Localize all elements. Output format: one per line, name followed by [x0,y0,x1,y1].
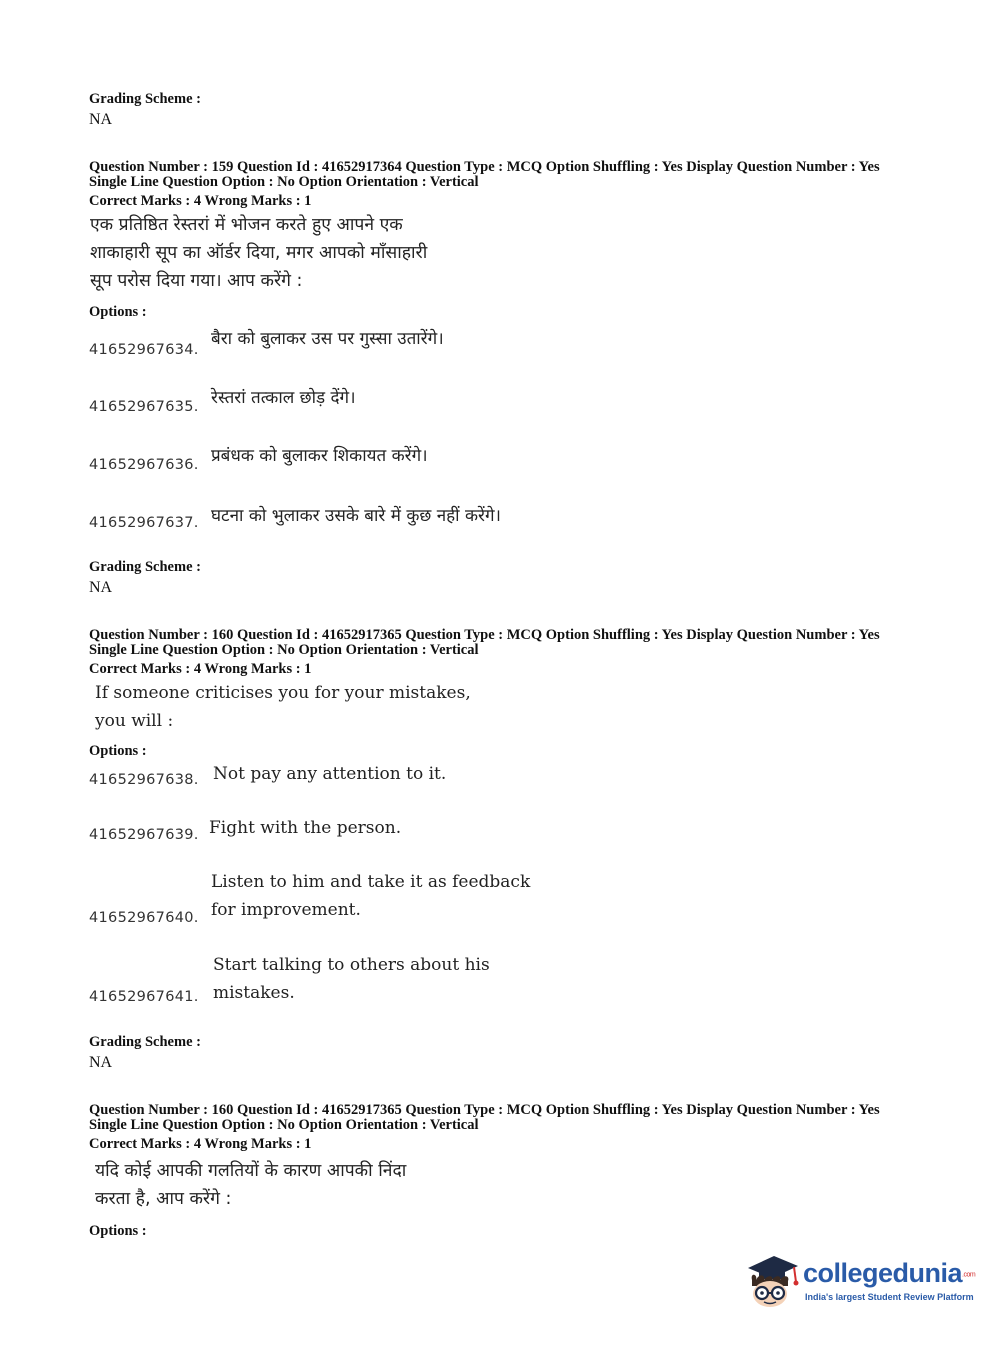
option-text: रेस्तरां तत्काल छोड़ देंगे। [211,388,356,408]
mascot-icon [742,1250,800,1310]
grading-scheme-value: NA [89,111,113,128]
question-header-2: Single Line Question Option : No Option Orientation : Vertical [89,174,479,190]
option-text: Not pay any attention to it. [213,764,447,784]
option-id: 41652967641. [89,989,199,1005]
grading-scheme-label: Grading Scheme : [89,1034,201,1050]
option-text: प्रबंधक को बुलाकर शिकायत करेंगे। [211,446,428,466]
logo-wordmark [803,1258,975,1289]
grading-scheme-label: Grading Scheme : [89,559,201,575]
question-header: Question Number : 159 Question Id : 41652917364 Question Type : MCQ Option Shuffling : Yes Display Question Number : Yes [89,159,880,175]
logo-tagline: India's largest Student Review Platform [805,1292,974,1302]
logo-suffix: .com [962,1271,976,1279]
option-id: 41652967637. [89,515,199,531]
option-id: 41652967634. [89,342,199,358]
option-text: घटना को भुलाकर उसके बारे में कुछ नहीं करेंगे। [211,506,501,526]
logo-name: collegedunia [803,1258,963,1288]
grading-scheme-value: NA [89,1054,113,1071]
question-marks: Correct Marks : 4 Wrong Marks : 1 [89,661,312,677]
options-label: Options : [89,1223,147,1239]
grading-scheme-label: Grading Scheme : [89,91,201,107]
question-marks: Correct Marks : 4 Wrong Marks : 1 [89,1136,312,1152]
question-header-2: Single Line Question Option : No Option Orientation : Vertical [89,642,479,658]
option-id: 41652967636. [89,457,199,473]
question-text: If someone criticises you for your mistakes, you will : [95,683,471,731]
option-text: Start talking to others about his mistakes. [213,955,490,1003]
grading-scheme-value: NA [89,579,113,596]
question-header: Question Number : 160 Question Id : 41652917365 Question Type : MCQ Option Shuffling : Yes Display Question Number : Yes [89,627,880,643]
question-text: एक प्रतिष्ठित रेस्तरां में भोजन करते हुए आपने एक शाकाहारी सूप का ऑर्डर दिया, मगर आपको माँसाहारी सूप परोस दिया गया। आप करेंगे : [90,215,428,291]
option-text: Listen to him and take it as feedback for improvement. [211,872,531,920]
option-text: बैरा को बुलाकर उस पर गुस्सा उतारेंगे। [211,329,444,349]
question-header: Question Number : 160 Question Id : 41652917365 Question Type : MCQ Option Shuffling : Yes Display Question Number : Yes [89,1102,880,1118]
question-marks: Correct Marks : 4 Wrong Marks : 1 [89,193,312,209]
option-id: 41652967640. [89,910,199,926]
question-text: यदि कोई आपकी गलतियों के कारण आपकी निंदा करता है, आप करेंगे : [95,1161,407,1209]
collegedunia-logo [742,1250,976,1315]
option-text: Fight with the person. [209,818,402,838]
option-id: 41652967635. [89,399,199,415]
options-label: Options : [89,743,147,759]
option-id: 41652967639. [89,827,199,843]
question-header-2: Single Line Question Option : No Option Orientation : Vertical [89,1117,479,1133]
option-id: 41652967638. [89,772,199,788]
options-label: Options : [89,304,147,320]
